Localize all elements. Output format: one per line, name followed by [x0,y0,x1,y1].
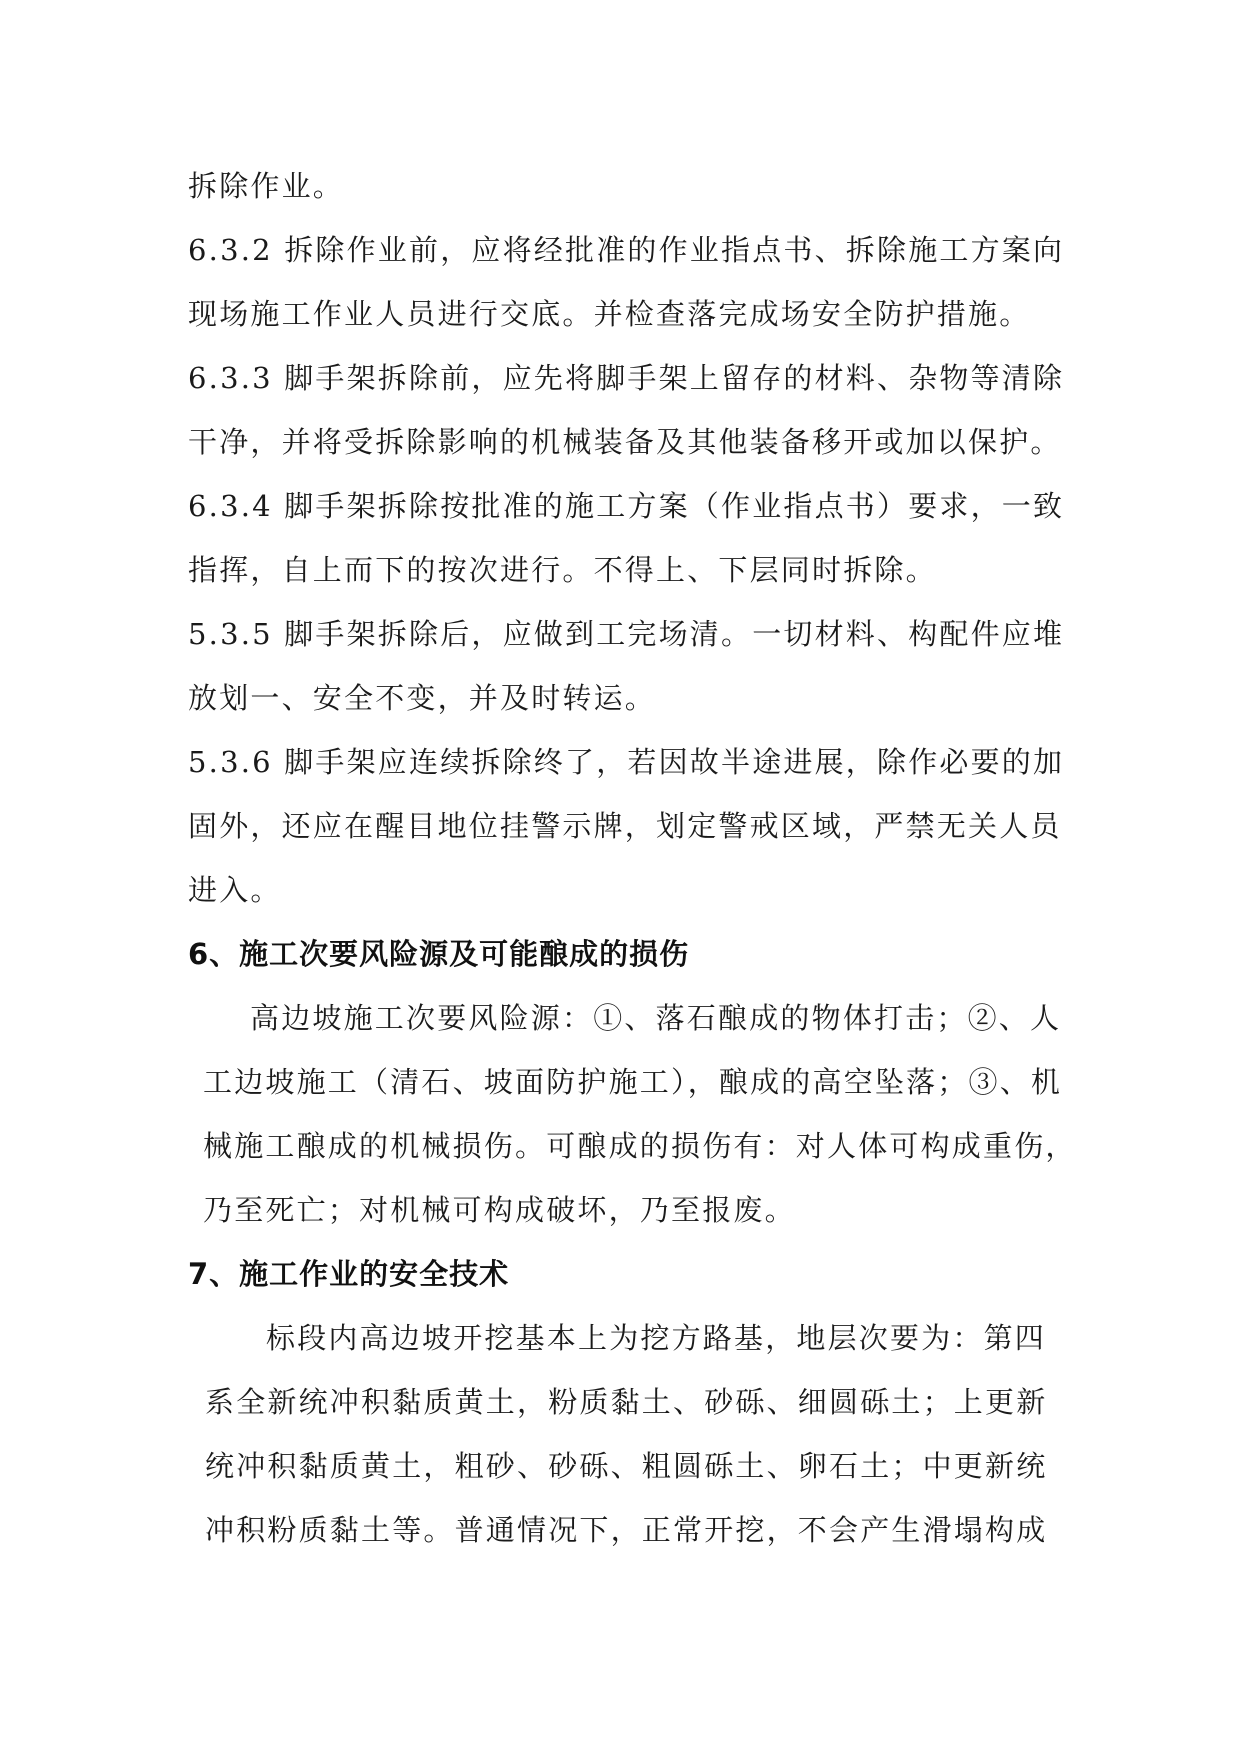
section-7-line: 统冲积黏质黄土，粗砂、砂砾、粗圆砾土、卵石土；中更新统 [205,1449,1048,1483]
paragraph-line: 现场施工作业人员进行交底。并检查落完成场安全防护措施。 [188,297,1031,331]
paragraph-line: 6.3.4 脚手架拆除按批准的施工方案（作业指点书）要求，一致 [188,489,1065,523]
paragraph-line: 6.3.3 脚手架拆除前，应先将脚手架上留存的材料、杂物等清除 [188,361,1065,395]
paragraph-line: 放划一、安全不变，并及时转运。 [188,681,657,715]
section-6-line: 高边坡施工次要风险源：①、落石酿成的物体打击；②、人 [250,1001,1062,1035]
paragraph-line: 进入。 [188,873,282,907]
paragraph-line: 指挥，自上而下的按次进行。不得上、下层同时拆除。 [188,553,937,587]
section-6-heading: 6、施工次要风险源及可能酿成的损伤 [188,937,690,971]
paragraph-line: 6.3.2 拆除作业前，应将经批准的作业指点书、拆除施工方案向 [188,233,1065,267]
paragraph-line: 拆除作业。 [188,169,345,203]
section-7-line: 冲积粉质黏土等。普通情况下，正常开挖，不会产生滑塌构成 [205,1513,1048,1547]
paragraph-line: 5.3.5 脚手架拆除后，应做到工完场清。一切材料、构配件应堆 [188,617,1065,651]
section-7-line: 标段内高边坡开挖基本上为挖方路基，地层次要为：第四 [266,1321,1047,1355]
section-7-heading: 7、施工作业的安全技术 [188,1257,510,1291]
paragraph-line: 5.3.6 脚手架应连续拆除终了，若因故半途进展，除作必要的加 [188,745,1065,779]
section-6-line: 械施工酿成的机械损伤。可酿成的损伤有：对人体可构成重伤， [203,1129,1077,1163]
section-6-line: 工边坡施工（清石、坡面防护施工），酿成的高空坠落；③、机 [203,1065,1063,1099]
section-6-line: 乃至死亡；对机械可构成破坏，乃至报废。 [203,1193,796,1227]
section-7-line: 系全新统冲积黏质黄土，粉质黏土、砂砾、细圆砾土；上更新 [205,1385,1048,1419]
paragraph-line: 固外，还应在醒目地位挂警示牌，划定警戒区域，严禁无关人员 [188,809,1062,843]
paragraph-line: 干净，并将受拆除影响的机械装备及其他装备移开或加以保护。 [188,425,1062,459]
